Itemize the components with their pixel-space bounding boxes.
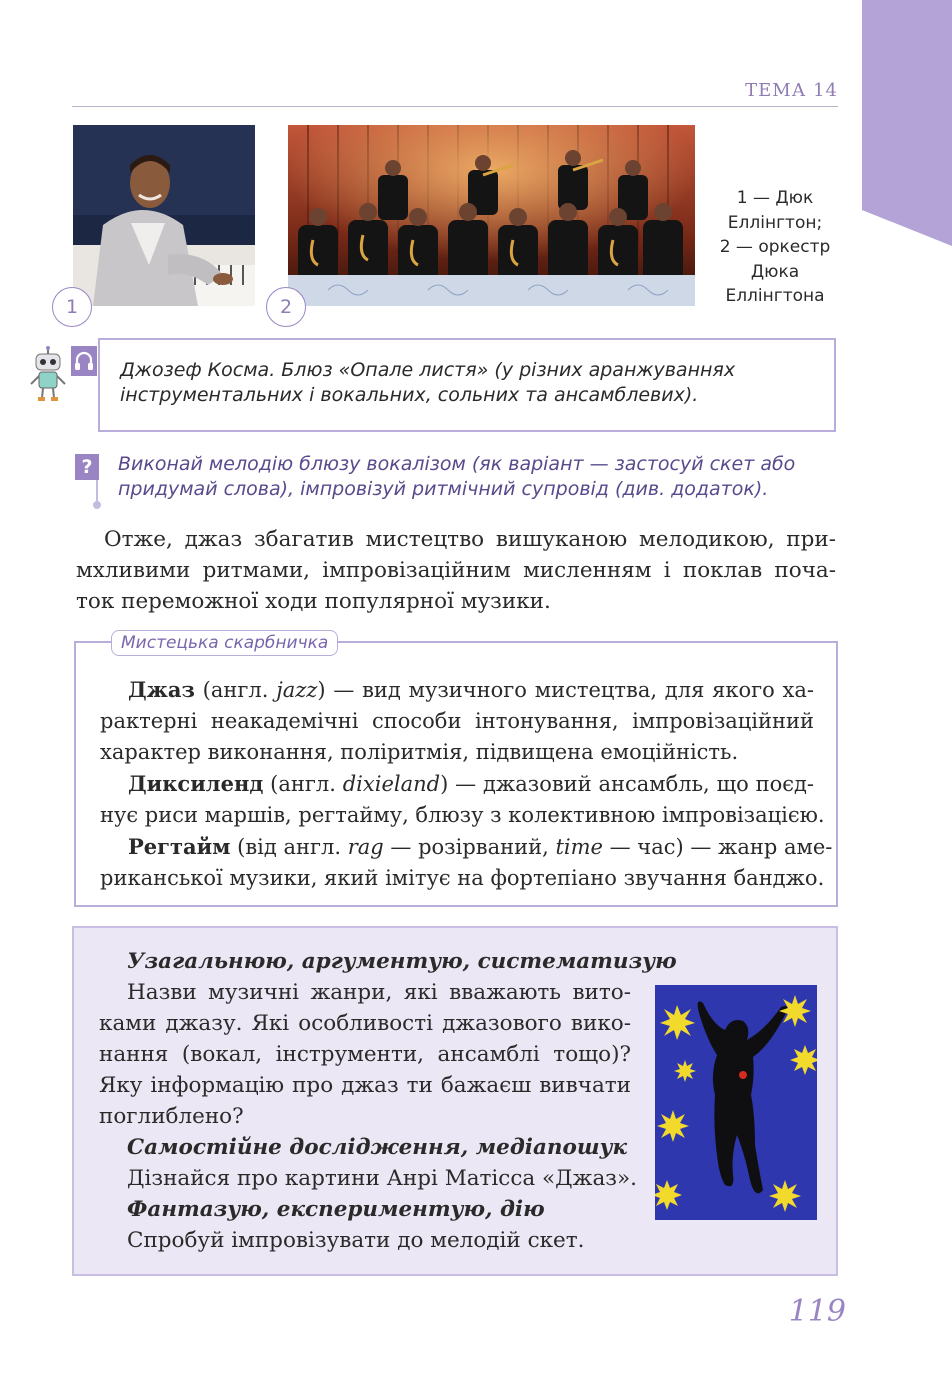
summary-line: Назви музичні жанри, які вважають вито- (127, 980, 631, 1005)
caption-line: 2 — оркестр (719, 237, 831, 257)
headphones-badge (71, 346, 97, 376)
definition-jazz: Джаз (англ. jazz) — вид музичного мистецтва, для якого ха- (128, 677, 814, 702)
corner-tab (862, 0, 952, 246)
paragraph-line: Отже, джаз збагатив мистецтво вишуканою мелодикою, при- (104, 527, 836, 552)
figure-number-2: 2 (266, 287, 306, 327)
photo-duke-ellington (73, 125, 255, 306)
definition-line: нує риси маршів, регтайму, блюзу з колективною імпровізацією. (100, 803, 825, 827)
robot-mascot-icon (29, 346, 67, 402)
summary-text (99, 946, 677, 1256)
listening-text (120, 358, 820, 408)
question-line: Виконай мелодію блюзу вокалізом (як варіант — застосуй скет або (118, 453, 796, 475)
definition-dixieland: Диксиленд (англ. dixieland) — джазовий ансамбль, що поєд- (128, 771, 814, 796)
caption-line: Еллінгтон; (727, 212, 823, 233)
summary-line: Дізнайся про картини Анрі Матісса «Джаз». (127, 1166, 637, 1191)
topic-header: ТЕМА 14 (745, 80, 838, 101)
figure-number-1: 1 (52, 287, 92, 327)
definition-line: риканської музики, який імітує на фортепіано звучання банджо. (100, 866, 825, 890)
summary-line: Яку інформацію про джаз ти бажаєш вивчати (99, 1073, 631, 1098)
question-text (118, 452, 843, 502)
matisse-jazz-artwork (655, 985, 817, 1220)
art-treasury-label: Мистецька скарбничка (111, 630, 338, 656)
listening-line: Джозеф Косма. Блюз «Опале листя» (у різних аранжуваннях (120, 359, 736, 381)
page-number: 119 (788, 1294, 846, 1329)
summary-line: ками джазу. Які особливості джазового вико- (99, 1011, 631, 1036)
definitions (100, 674, 833, 894)
summary-heading: Узагальнюю, аргументую, систематизую (127, 949, 677, 974)
paragraph-line: мхливими ритмами, імпровізаційним мисленням і поклав поча- (76, 558, 836, 583)
photo-ellington-orchestra (288, 125, 695, 306)
question-line: придумай слова), імпровізуй ритмічний супровід (див. додаток). (118, 478, 769, 500)
paragraph-line: ток переможної ходи популярної музики. (76, 589, 551, 614)
figure-caption (710, 186, 840, 309)
summary-heading: Фантазую, експериментую, дію (127, 1197, 545, 1222)
summary-heading: Самостійне дослідження, медіапошук (127, 1135, 628, 1160)
definition-ragtime: Регтайм (від англ. rag — розірваний, time — час) — жанр аме- (128, 834, 833, 859)
summary-line: Спробуй імпровізувати до мелодій скет. (127, 1228, 585, 1253)
definition-line: характер виконання, поліритмія, підвищена емоційність. (100, 740, 739, 764)
caption-line: Дюка (750, 261, 800, 282)
headphones-icon (71, 346, 97, 376)
question-dot-decoration (93, 501, 101, 509)
caption-line: Еллінгтона (725, 286, 825, 306)
caption-line: 1 — Дюк (736, 188, 814, 208)
summary-line: нання (вокал, інструменти, ансамблі тощо)? (99, 1042, 631, 1067)
header-divider (72, 106, 838, 107)
listening-line: інструментальних і вокальних, сольних та ансамблевих). (120, 384, 699, 406)
question-badge: ? (75, 454, 99, 480)
main-paragraph (76, 524, 836, 617)
summary-line: поглиблено? (99, 1104, 244, 1129)
definition-line: рактерні неакадемічні способи інтонування, імпровізаційний (100, 709, 814, 733)
